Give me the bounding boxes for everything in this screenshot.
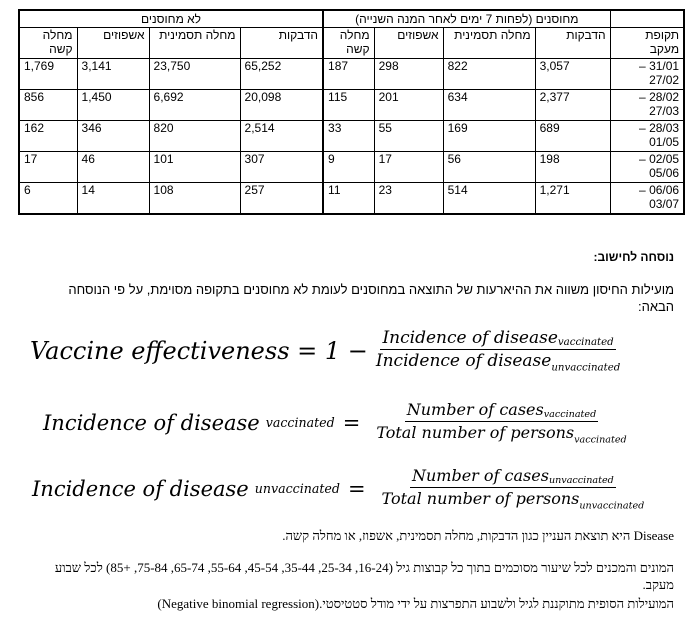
unvac-value-cell: 23,750	[149, 59, 240, 90]
vac-value-cell: 3,057	[535, 59, 610, 90]
col-header-vac-severe: מחלה קשה	[323, 28, 374, 59]
period-line: 28/03 –	[639, 121, 680, 135]
vac-value-cell: 56	[443, 152, 535, 183]
col-header-unvac-symptomatic: מחלה תסמינית	[149, 28, 240, 59]
note-disease-definition: Disease היא תוצאת העניין כגון הדבקות, מחלה תסמינית, אשפוז, או מחלה קשה.	[282, 528, 674, 543]
unvac-value-cell: 6,692	[149, 90, 240, 121]
col-header-unvac-severe: מחלה קשה	[19, 28, 77, 59]
formula-heading: נוסחה לחישוב:	[593, 250, 674, 264]
table-row	[19, 59, 684, 90]
vac-value-cell: 23	[374, 183, 443, 215]
formula1-numerator: Incidence of disease	[382, 328, 558, 348]
formula3-numerator-sub: unvaccinated	[548, 474, 614, 486]
vac-value-cell: 169	[443, 121, 535, 152]
table-body	[19, 59, 684, 215]
effectiveness-table	[18, 9, 685, 215]
formula3-lhs-sub: unvaccinated	[254, 481, 340, 497]
formula-vaccine-effectiveness	[30, 328, 622, 374]
formula1-denominator: Incidence of disease	[375, 351, 552, 372]
formula2-equals: =	[342, 410, 361, 435]
table-row	[19, 152, 684, 183]
table-row	[19, 183, 684, 215]
vac-value-cell: 689	[535, 121, 610, 152]
vac-value-cell: 55	[374, 121, 443, 152]
formula2-numerator-sub: vaccinated	[543, 408, 597, 420]
unvac-value-cell: 1,450	[77, 90, 149, 121]
group-header-vaccinated: מחוסנים (לפחות 7 ימים לאחר המנה השנייה)	[323, 10, 610, 28]
unvac-value-cell: 14	[77, 183, 149, 215]
formula2-lhs-sub: vaccinated	[265, 415, 335, 431]
formula3-equals: =	[347, 476, 366, 501]
intro-paragraph: מועילות החיסון משווה את ההיארעות של התוצאה במחוסנים לעומת לא מחוסנים בתקופה מסוימת, על פי הנוסחה הבאה:	[68, 282, 674, 314]
period-line: 06/06 –	[639, 183, 680, 197]
period-cell	[610, 183, 684, 215]
period-line: 27/03	[649, 104, 680, 118]
unvac-value-cell: 162	[19, 121, 77, 152]
vac-value-cell: 822	[443, 59, 535, 90]
unvac-value-cell: 17	[19, 152, 77, 183]
period-cell	[610, 152, 684, 183]
group-header-unvaccinated: לא מחוסנים	[19, 10, 323, 28]
unvac-value-cell: 820	[149, 121, 240, 152]
col-header-period: תקופת מעקב	[610, 28, 684, 59]
formula2-denominator-sub: vaccinated	[574, 434, 627, 446]
col-header-vac-hospitalizations: אשפוזים	[374, 28, 443, 59]
formula3-fraction	[380, 466, 647, 511]
vac-value-cell: 33	[323, 121, 374, 152]
note-regression: המועילות הסופית מתוקננת לגיל ולשבוע התפרצות על ידי מודל סטטיסטי.(Negative binomial regression)	[157, 596, 674, 611]
vac-value-cell: 514	[443, 183, 535, 215]
col-header-vac-infections: הדבקות	[535, 28, 610, 59]
col-header-vac-symptomatic: מחלה תסמינית	[443, 28, 535, 59]
period-line: 02/05 –	[639, 152, 680, 166]
formula-incidence-vaccinated	[43, 400, 629, 445]
period-line: 01/05	[649, 135, 680, 149]
vac-value-cell: 9	[323, 152, 374, 183]
unvac-value-cell: 20,098	[240, 90, 323, 121]
unvac-value-cell: 346	[77, 121, 149, 152]
table-row	[19, 121, 684, 152]
formula1-denominator-sub: unvaccinated	[551, 362, 621, 374]
period-line: 27/02	[649, 73, 680, 87]
formula1-numerator-sub: vaccinated	[557, 337, 614, 349]
period-line: 05/06	[649, 166, 680, 180]
vac-value-cell: 198	[535, 152, 610, 183]
formula3-denominator: Total number of persons	[381, 488, 580, 508]
note-age-groups: המונים והמכנים לכל שיעור מסוכמים בתוך כל קבוצות גיל (16-24, 25-34, 35-44, 45-54, 55-64, 65-74, 75-84, +85) לכל שבוע מעקב.	[54, 560, 674, 592]
unvac-value-cell: 46	[77, 152, 149, 183]
formula2-fraction	[374, 400, 628, 445]
table-row	[19, 90, 684, 121]
vac-value-cell: 2,377	[535, 90, 610, 121]
vac-value-cell: 115	[323, 90, 374, 121]
unvac-value-cell: 3,141	[77, 59, 149, 90]
period-cell	[610, 121, 684, 152]
vac-value-cell: 201	[374, 90, 443, 121]
formula3-lhs: Incidence of disease	[32, 476, 249, 501]
unvac-value-cell: 856	[19, 90, 77, 121]
formula2-numerator: Number of cases	[406, 400, 544, 419]
col-header-unvac-infections: הדבקות	[240, 28, 323, 59]
formula1-lhs: Vaccine effectiveness = 1 −	[30, 336, 368, 365]
period-cell	[610, 90, 684, 121]
formula-incidence-unvaccinated	[32, 466, 646, 511]
formula2-denominator: Total number of persons	[376, 422, 575, 442]
unvac-value-cell: 257	[240, 183, 323, 215]
unvac-value-cell: 2,514	[240, 121, 323, 152]
formula3-numerator: Number of cases	[411, 466, 549, 485]
unvac-value-cell: 101	[149, 152, 240, 183]
formula2-lhs: Incidence of disease	[43, 410, 260, 435]
unvac-value-cell: 6	[19, 183, 77, 215]
vac-value-cell: 1,271	[535, 183, 610, 215]
vac-value-cell: 17	[374, 152, 443, 183]
unvac-value-cell: 307	[240, 152, 323, 183]
unvac-value-cell: 65,252	[240, 59, 323, 90]
vac-value-cell: 11	[323, 183, 374, 215]
vac-value-cell: 187	[323, 59, 374, 90]
vac-value-cell: 298	[374, 59, 443, 90]
period-line: 31/01 –	[639, 59, 680, 73]
unvac-value-cell: 1,769	[19, 59, 77, 90]
unvac-value-cell: 108	[149, 183, 240, 215]
period-line: 28/02 –	[639, 90, 680, 104]
formula3-denominator-sub: unvaccinated	[579, 500, 645, 512]
col-header-unvac-hospitalizations: אשפוזים	[77, 28, 149, 59]
period-cell	[610, 59, 684, 90]
period-line: 03/07	[649, 197, 680, 211]
vac-value-cell: 634	[443, 90, 535, 121]
period-corner	[610, 10, 684, 28]
formula1-fraction	[374, 328, 622, 374]
